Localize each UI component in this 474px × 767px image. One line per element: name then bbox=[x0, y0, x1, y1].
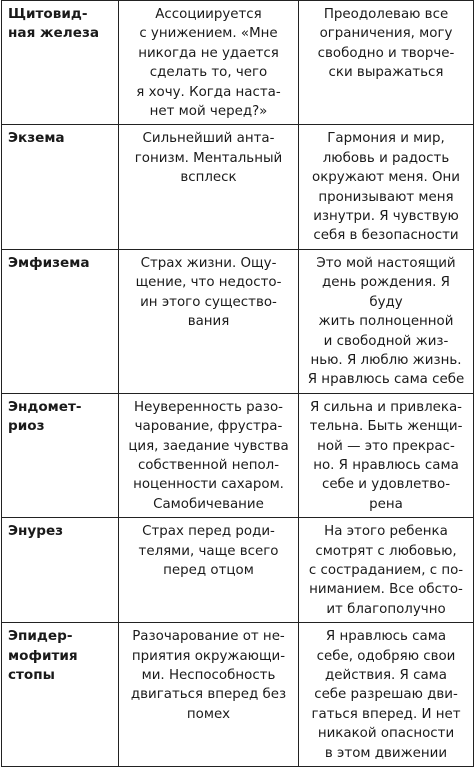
table-row bbox=[2, 623, 474, 767]
condition-name: Экзема bbox=[2, 125, 119, 249]
table-row bbox=[2, 1, 474, 125]
conditions-table bbox=[1, 0, 474, 767]
probable-cause: Страх жизни. Ощу- щение, что недосто- ин этого существо- вания bbox=[119, 249, 299, 393]
affirmation: Гармония и мир, любовь и радость окружают меня. Они пронизывают меня изнутри. Я чувствую себя в безопасности bbox=[299, 125, 474, 249]
table-row bbox=[2, 393, 474, 517]
condition-name: Эпидер- мофития стопы bbox=[2, 623, 119, 767]
probable-cause: Разочарование от не- приятия окружающи- ми. Неспособность двигаться вперед без помех bbox=[119, 623, 299, 767]
affirmation: На этого ребенка смотрят с любовью, с состраданием, с по- ниманием. Все обсто- ит благополучно bbox=[299, 518, 474, 623]
affirmation: Я сильна и привлека- тельна. Быть женщи- ной — это прекрас- но. Я нравлюсь сама себе и удовлетво- рена bbox=[299, 393, 474, 517]
probable-cause: Ассоциируется с унижением. «Мне никогда не удается сделать то, чего я хочу. Когда наста- нет мой черед?» bbox=[119, 1, 299, 125]
probable-cause: Неуверенность разо- чарование, фрустра- ция, заедание чувства собственной непол- ноценности сахаром. Самобичевание bbox=[119, 393, 299, 517]
table-row bbox=[2, 125, 474, 249]
probable-cause: Сильнейший анта- гонизм. Ментальный всплеск bbox=[119, 125, 299, 249]
table-row bbox=[2, 249, 474, 393]
condition-name: Эмфизема bbox=[2, 249, 119, 393]
affirmation: Я нравлюсь сама себе, одобряю свои действия. Я сама себе разрешаю дви- гаться вперед. И нет никакой опасности в этом движении bbox=[299, 623, 474, 767]
affirmation: Это мой настоящий день рождения. Я буду жить полноценной и свободной жиз- нью. Я люблю жизнь. Я нравлюсь сама себе bbox=[299, 249, 474, 393]
affirmation: Преодолеваю все ограничения, могу свободно и творче- ски выражаться bbox=[299, 1, 474, 125]
condition-name: Энурез bbox=[2, 518, 119, 623]
probable-cause: Страх перед роди- телями, чаще всего перед отцом bbox=[119, 518, 299, 623]
condition-name: Щитовид- ная железа bbox=[2, 1, 119, 125]
condition-name: Эндомет- риоз bbox=[2, 393, 119, 517]
table-row bbox=[2, 518, 474, 623]
